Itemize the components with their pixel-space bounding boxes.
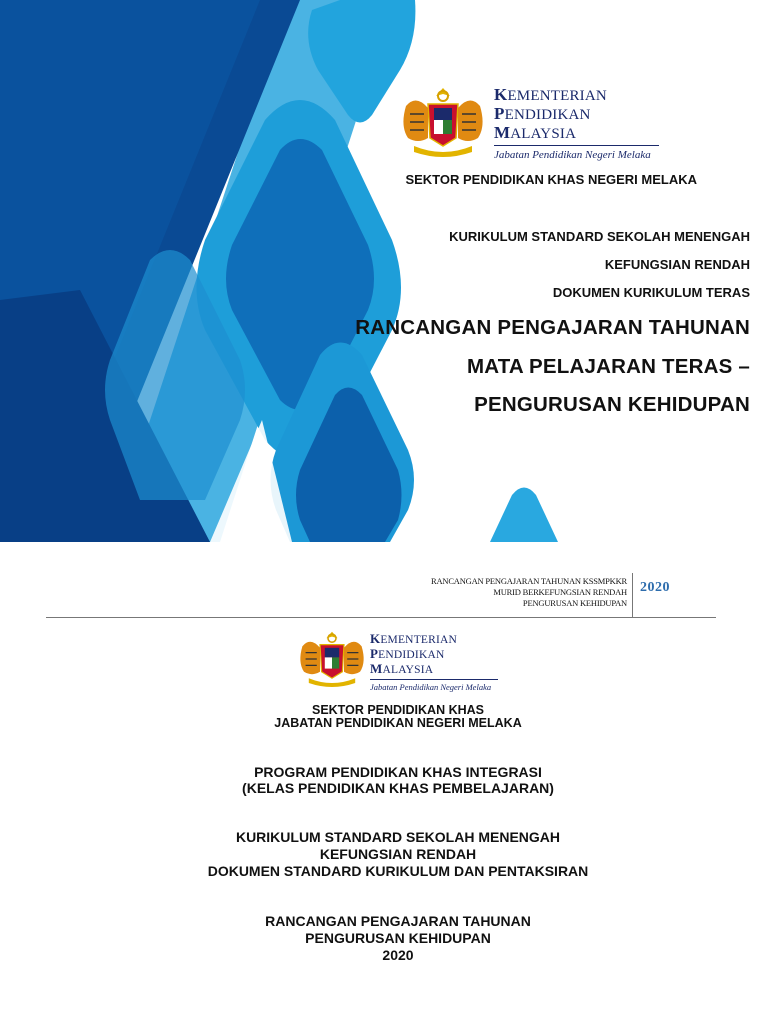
document-page-2 — [0, 542, 768, 1024]
cover-curriculum-line-2: KEFUNGSIAN RENDAH — [604, 257, 750, 272]
coat-of-arms-icon — [398, 86, 488, 158]
curriculum-line-1: KURIKULUM STANDARD SEKOLAH MENENGAH — [235, 829, 561, 845]
cover-curriculum-line-3: DOKUMEN KURIKULUM TERAS — [552, 285, 750, 300]
sector-line-1: SEKTOR PENDIDIKAN KHAS — [311, 703, 484, 717]
logo-subtitle: Jabatan Pendidikan Negeri Melaka — [494, 149, 651, 161]
ministry-logo — [398, 85, 663, 161]
ministry-logo — [296, 630, 506, 690]
cover-curriculum-line-1: KURIKULUM STANDARD SEKOLAH MENENGAH — [449, 229, 750, 244]
cover-title-line-1: RANCANGAN PENGAJARAN TAHUNAN — [355, 316, 750, 339]
page-header-text — [431, 576, 627, 609]
page-header-line-1: RANCANGAN PENGAJARAN TAHUNAN KSSMPKKR — [430, 576, 627, 586]
page-header-line-3: PENGURUSAN KEHIDUPAN — [522, 598, 627, 608]
cover-title-line-3: PENGURUSAN KEHIDUPAN — [474, 393, 750, 416]
cover-sector: SEKTOR PENDIDIKAN KHAS NEGERI MELAKA — [405, 172, 697, 187]
rpt-line-1: RANCANGAN PENGAJARAN TAHUNAN — [265, 913, 531, 929]
logo-subtitle: Jabatan Pendidikan Negeri Melaka — [370, 682, 492, 692]
coat-of-arms-icon — [296, 630, 368, 688]
curriculum-line-2: KEFUNGSIAN RENDAH — [319, 846, 477, 862]
logo-rule — [370, 679, 498, 680]
rpt-line-2: PENGURUSAN KEHIDUPAN — [305, 930, 491, 946]
header-year: 2020 — [640, 580, 670, 595]
header-vertical-divider — [632, 573, 633, 617]
sector-line-2: JABATAN PENDIDIKAN NEGERI MELAKA — [274, 716, 522, 730]
header-horizontal-rule — [46, 617, 716, 618]
ministry-name: KEMENTERIAN PENDIDIKAN MALAYSIA Jabatan Pendidikan Negeri Melaka — [494, 86, 659, 161]
program-line-2: (KELAS PENDIDIKAN KHAS PEMBELAJARAN) — [242, 780, 554, 796]
rpt-year: 2020 — [382, 947, 414, 963]
cover-title-line-2: MATA PELAJARAN TERAS – — [466, 355, 750, 378]
curriculum-line-3: DOKUMEN STANDARD KURIKULUM DAN PENTAKSIRAN — [207, 863, 589, 879]
program-line-1: PROGRAM PENDIDIKAN KHAS INTEGRASI — [254, 764, 542, 780]
ministry-name: KEMENTERIAN PENDIDIKAN MALAYSIA Jabatan Pendidikan Negeri Melaka — [370, 632, 498, 692]
page-header-line-2: MURID BERKEFUNGSIAN RENDAH — [493, 587, 627, 597]
logo-rule — [494, 145, 659, 146]
